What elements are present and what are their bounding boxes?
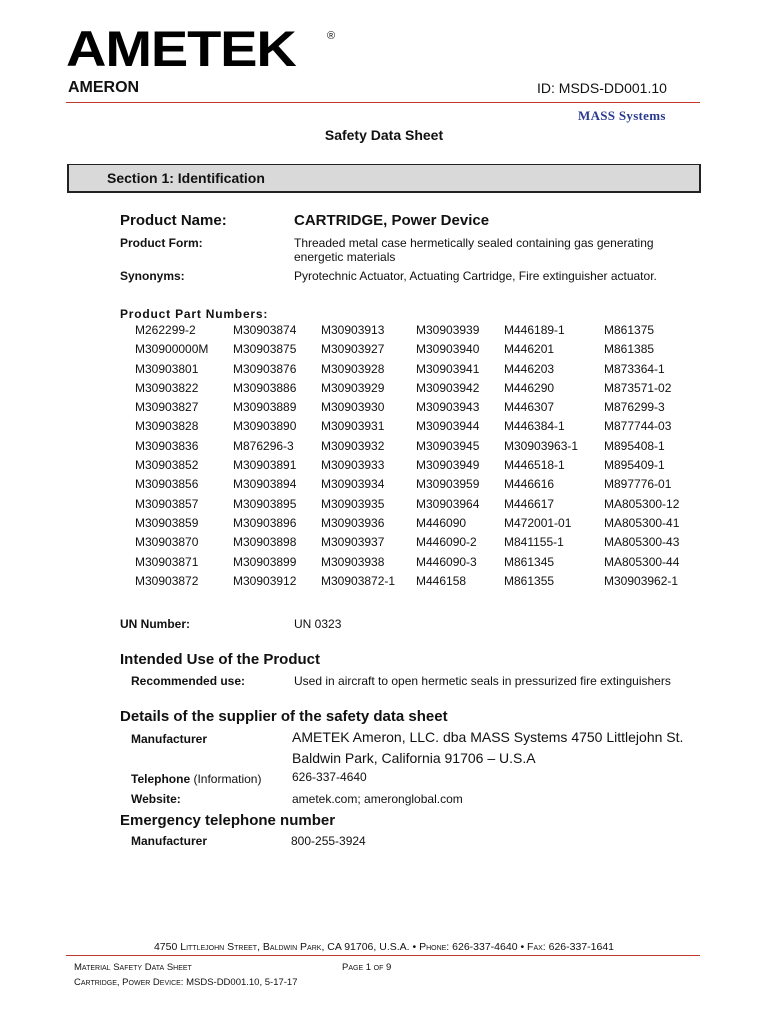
part-number-cell: M30903942 bbox=[416, 380, 480, 395]
page-title: Safety Data Sheet bbox=[324, 127, 444, 143]
part-number-cell: M30903913 bbox=[321, 323, 385, 337]
telephone-note: (Information) bbox=[190, 772, 262, 786]
part-number-cell: M30903936 bbox=[321, 515, 385, 530]
part-number-cell: M30903927 bbox=[321, 342, 385, 357]
table-row bbox=[135, 555, 699, 574]
part-number-cell: M30903895 bbox=[233, 496, 297, 511]
part-number-cell: M30903937 bbox=[321, 535, 385, 550]
part-number-cell: M30903801 bbox=[135, 361, 199, 376]
part-number-cell: M30903899 bbox=[233, 554, 297, 569]
header-rule bbox=[66, 102, 700, 103]
manufacturer-label: Manufacturer bbox=[131, 732, 208, 746]
un-number-value: UN 0323 bbox=[294, 617, 342, 631]
un-number-label: UN Number: bbox=[120, 617, 191, 631]
part-number-cell: M30903894 bbox=[233, 477, 297, 492]
table-row bbox=[135, 342, 699, 361]
part-number-cell: M446090 bbox=[416, 515, 467, 530]
part-number-cell: M446201 bbox=[504, 342, 555, 357]
emergency-phone-value: 800-255-3924 bbox=[291, 834, 366, 848]
part-number-cell: M446090-3 bbox=[416, 554, 477, 569]
document-id: ID: MSDS-DD001.10 bbox=[537, 80, 667, 96]
footer-rule bbox=[66, 955, 700, 956]
part-number-cell: M861375 bbox=[604, 323, 655, 337]
part-number-cell: M877744-03 bbox=[604, 419, 672, 434]
part-number-cell: M30903929 bbox=[321, 380, 385, 395]
part-number-cell: M30903930 bbox=[321, 400, 385, 415]
telephone-value: 626-337-4640 bbox=[292, 770, 367, 784]
part-number-cell: M30903963-1 bbox=[504, 438, 579, 453]
website-label: Website: bbox=[131, 792, 181, 806]
part-number-cell: MA805300-44 bbox=[604, 554, 680, 569]
part-number-cell: M861345 bbox=[504, 554, 555, 569]
part-number-cell: M30903941 bbox=[416, 361, 480, 376]
footer-address: 4750 Littlejohn Street, Baldwin Park, CA 91706, U.S.A. • Phone: 626-337-4640 • Fax: 626-337-1641 bbox=[153, 941, 615, 953]
part-number-cell: M895409-1 bbox=[604, 458, 665, 473]
part-number-cell: M30903931 bbox=[321, 419, 385, 434]
footer-doc-title: Material Safety Data Sheet bbox=[74, 962, 192, 973]
table-row bbox=[135, 323, 699, 342]
website-value[interactable]: ametek.com; ameronglobal.com bbox=[292, 792, 463, 806]
telephone-label: Telephone bbox=[131, 772, 191, 786]
part-number-cell: M873571-02 bbox=[604, 380, 672, 395]
part-number-cell: M446616 bbox=[504, 477, 555, 492]
part-number-cell: M30903933 bbox=[321, 458, 385, 473]
part-number-cell: M30903889 bbox=[233, 400, 297, 415]
emergency-manufacturer-label: Manufacturer bbox=[131, 834, 208, 848]
company-name: AMERON bbox=[68, 79, 140, 96]
part-number-cell: M30903891 bbox=[233, 458, 297, 473]
supplier-heading: Details of the supplier of the safety data sheet bbox=[120, 708, 448, 725]
part-number-cell: M30903886 bbox=[233, 380, 297, 395]
part-number-cell: M30903871 bbox=[135, 554, 199, 569]
part-number-cell: M30903943 bbox=[416, 400, 480, 415]
table-row bbox=[135, 497, 699, 516]
manufacturer-address-line1: AMETEK Ameron, LLC. dba MASS Systems 4750 Littlejohn St. bbox=[292, 729, 684, 745]
part-number-cell: M30903827 bbox=[135, 400, 199, 415]
part-number-cell: M30903876 bbox=[233, 361, 297, 376]
part-numbers-table bbox=[135, 323, 699, 593]
part-number-cell: M861355 bbox=[504, 573, 555, 588]
intended-use-heading: Intended Use of the Product bbox=[120, 651, 321, 668]
part-number-cell: M446090-2 bbox=[416, 535, 477, 550]
part-number-cell: M30903944 bbox=[416, 419, 480, 434]
product-form-value-line1: Threaded metal case hermetically sealed containing gas generating bbox=[294, 236, 654, 250]
synonyms-label: Synonyms: bbox=[120, 269, 185, 283]
part-number-cell: M30903822 bbox=[135, 380, 199, 395]
part-number-cell: MA805300-12 bbox=[604, 496, 680, 511]
part-number-cell: M446203 bbox=[504, 361, 555, 376]
part-number-cell: M30903935 bbox=[321, 496, 385, 511]
table-row bbox=[135, 458, 699, 477]
part-number-cell: M30903852 bbox=[135, 458, 199, 473]
part-number-cell: M30903874 bbox=[233, 323, 297, 337]
part-number-cell: M30903828 bbox=[135, 419, 199, 434]
part-number-cell: M446189-1 bbox=[504, 323, 565, 337]
part-number-cell: M861385 bbox=[604, 342, 655, 357]
footer-doc-ref: Cartridge, Power Device: MSDS-DD001.10, 5-17-17 bbox=[74, 977, 298, 988]
part-number-cell: M30903939 bbox=[416, 323, 480, 337]
part-number-cell: M876299-3 bbox=[604, 400, 665, 415]
part-number-cell: MA805300-43 bbox=[604, 535, 680, 550]
section-heading-bar bbox=[67, 164, 701, 193]
table-row bbox=[135, 439, 699, 458]
part-number-cell: M897776-01 bbox=[604, 477, 672, 492]
part-number-cell: M30903928 bbox=[321, 361, 385, 376]
part-number-cell: M30903962-1 bbox=[604, 573, 679, 588]
part-number-cell: M446307 bbox=[504, 400, 555, 415]
part-number-cell: M446290 bbox=[504, 380, 555, 395]
emergency-heading: Emergency telephone number bbox=[120, 812, 336, 829]
part-number-cell: M30903940 bbox=[416, 342, 480, 357]
table-row bbox=[135, 419, 699, 438]
product-name-value: CARTRIDGE, Power Device bbox=[294, 212, 490, 229]
telephone-label-group bbox=[131, 772, 261, 786]
part-number-cell: M30903898 bbox=[233, 535, 297, 550]
product-form-value-line2: energetic materials bbox=[294, 250, 396, 264]
registered-mark: ® bbox=[327, 30, 336, 42]
part-number-cell: M30903932 bbox=[321, 438, 385, 453]
part-number-cell: M30903896 bbox=[233, 515, 297, 530]
section-heading: Section 1: Identification bbox=[107, 170, 265, 186]
part-number-cell: M30903859 bbox=[135, 515, 199, 530]
part-number-cell: M30903890 bbox=[233, 419, 297, 434]
part-number-cell: M30903912 bbox=[233, 573, 297, 588]
part-number-cell: MA805300-41 bbox=[604, 515, 680, 530]
part-number-cell: M30903934 bbox=[321, 477, 385, 492]
part-number-cell: M30903945 bbox=[416, 438, 480, 453]
part-number-cell: M30903870 bbox=[135, 535, 199, 550]
product-name-label: Product Name: bbox=[120, 212, 227, 229]
part-number-cell: M30903938 bbox=[321, 554, 385, 569]
synonyms-value: Pyrotechnic Actuator, Actuating Cartridge, Fire extinguisher actuator. bbox=[294, 269, 657, 283]
part-number-cell: M873364-1 bbox=[604, 361, 665, 376]
table-row bbox=[135, 381, 699, 400]
footer-page-number: Page 1 of 9 bbox=[342, 962, 392, 973]
ametek-logo: AMETEK bbox=[66, 21, 296, 77]
part-number-cell: M30903857 bbox=[135, 496, 199, 511]
part-number-cell: M841155-1 bbox=[504, 535, 564, 550]
part-number-cell: M876296-3 bbox=[233, 438, 294, 453]
table-row bbox=[135, 477, 699, 496]
part-number-cell: M30903836 bbox=[135, 438, 199, 453]
part-number-cell: M30903872-1 bbox=[321, 573, 396, 588]
part-number-cell: M446518-1 bbox=[504, 458, 565, 473]
division-name: MASS Systems bbox=[578, 108, 666, 123]
part-number-cell: M262299-2 bbox=[135, 323, 196, 337]
table-row bbox=[135, 574, 699, 593]
part-number-cell: M446158 bbox=[416, 573, 467, 588]
part-number-cell: M446384-1 bbox=[504, 419, 565, 434]
part-number-cell: M30900000M bbox=[135, 342, 209, 357]
part-number-cell: M895408-1 bbox=[604, 438, 665, 453]
recommended-use-label: Recommended use: bbox=[131, 674, 246, 688]
product-form-label: Product Form: bbox=[120, 236, 203, 250]
part-number-cell: M30903872 bbox=[135, 573, 199, 588]
part-number-cell: M30903949 bbox=[416, 458, 480, 473]
table-row bbox=[135, 400, 699, 419]
part-numbers-label: Product Part Numbers: bbox=[120, 307, 269, 321]
table-row bbox=[135, 362, 699, 381]
part-number-cell: M446617 bbox=[504, 496, 555, 511]
table-row bbox=[135, 516, 699, 535]
part-number-cell: M30903856 bbox=[135, 477, 199, 492]
part-number-cell: M30903875 bbox=[233, 342, 297, 357]
manufacturer-address-line2: Baldwin Park, California 91706 – U.S.A bbox=[292, 750, 536, 766]
part-number-cell: M30903959 bbox=[416, 477, 480, 492]
table-row bbox=[135, 535, 699, 554]
recommended-use-value: Used in aircraft to open hermetic seals in pressurized fire extinguishers bbox=[294, 674, 671, 688]
part-number-cell: M30903964 bbox=[416, 496, 480, 511]
part-number-cell: M472001-01 bbox=[504, 515, 572, 530]
